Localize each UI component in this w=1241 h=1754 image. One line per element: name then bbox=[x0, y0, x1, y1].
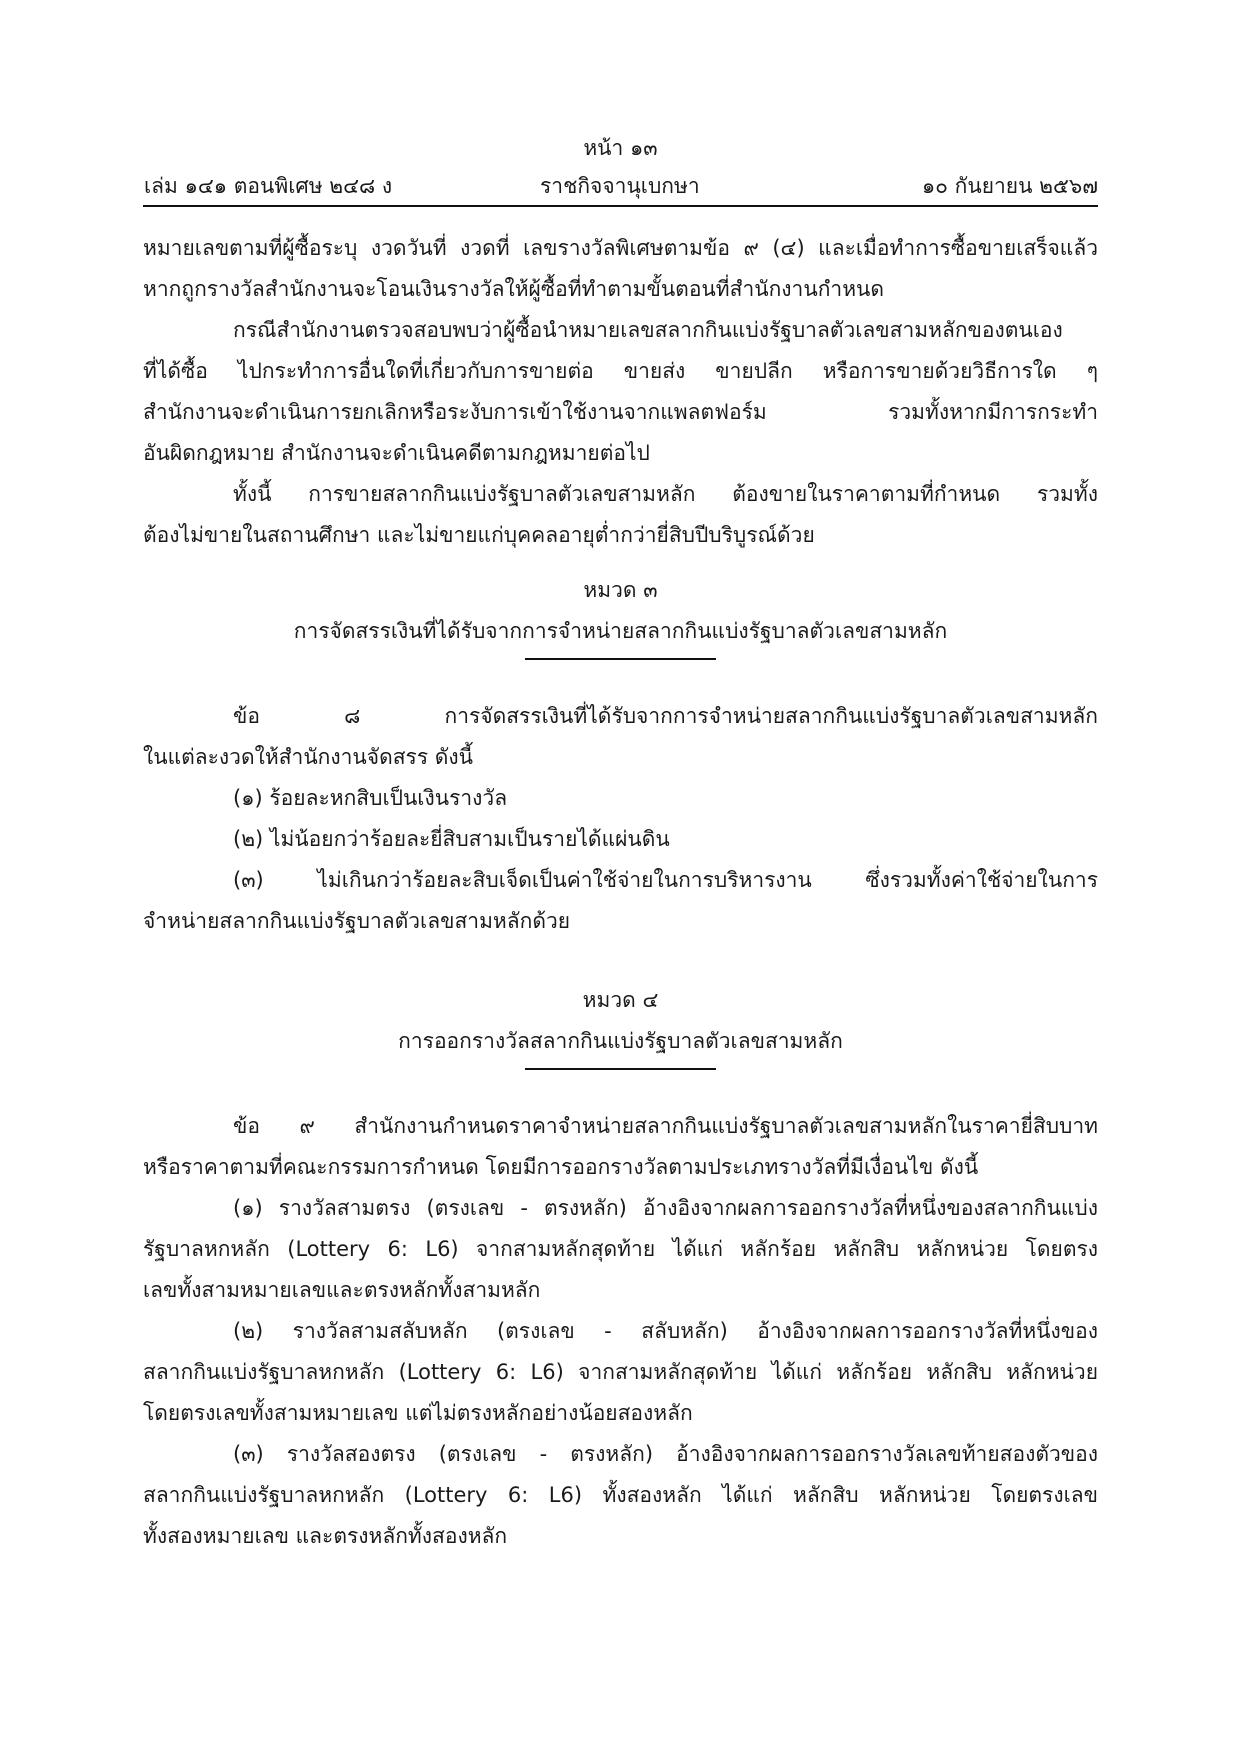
prize-item-continued: ทั้งสองหมายเลข และตรงหลักทั้งสองหลัก bbox=[143, 1524, 508, 1548]
header-rule bbox=[143, 205, 1098, 207]
gazette-title: ราชกิจจานุเบกษา bbox=[540, 174, 700, 198]
list-item: (๒) ไม่น้อยกว่าร้อยละยี่สิบสามเป็นรายได้แผ่นดิน bbox=[233, 827, 670, 851]
clause-line: ข้อ ๙ สำนักงานกำหนดราคาจำหน่ายสลากกินแบ่งรัฐบาลตัวเลขสามหลักในราคายี่สิบบาท bbox=[233, 1114, 1098, 1138]
text-line: ต้องไม่ขายในสถานศึกษา และไม่ขายแก่บุคคลอายุต่ำกว่ายี่สิบปีบริบูรณ์ด้วย bbox=[143, 523, 815, 547]
list-item: (๑) ร้อยละหกสิบเป็นเงินรางวัล bbox=[233, 786, 508, 810]
text-line: ทั้งนี้ การขายสลากกินแบ่งรัฐบาลตัวเลขสามหลัก ต้องขายในราคาตามที่กำหนด รวมทั้ง bbox=[233, 482, 1098, 506]
text-line: หมายเลขตามที่ผู้ซื้อระบุ งวดวันที่ งวดที่ เลขรางวัลพิเศษตามข้อ ๙ (๔) และเมื่อทำการซื้อขายเสร็จแล้ว bbox=[143, 236, 1098, 260]
prize-item-continued: รัฐบาลหกหลัก (Lottery 6: L6) จากสามหลักสุดท้าย ได้แก่ หลักร้อย หลักสิบ หลักหน่วย โดยตรง bbox=[143, 1237, 1098, 1261]
chapter-title: การออกรางวัลสลากกินแบ่งรัฐบาลตัวเลขสามหลัก bbox=[398, 1029, 843, 1053]
chapter-title: การจัดสรรเงินที่ได้รับจากการจำหน่ายสลากกินแบ่งรัฐบาลตัวเลขสามหลัก bbox=[293, 619, 948, 643]
clause-line: ข้อ ๘ การจัดสรรเงินที่ได้รับจากการจำหน่ายสลากกินแบ่งรัฐบาลตัวเลขสามหลัก bbox=[233, 704, 1098, 728]
list-item-continued: จำหน่ายสลากกินแบ่งรัฐบาลตัวเลขสามหลักด้วย bbox=[143, 909, 571, 933]
prize-item: (๓) รางวัลสองตรง (ตรงเลข - ตรงหลัก) อ้างอิงจากผลการออกรางวัลเลขท้ายสองตัวของ bbox=[233, 1442, 1098, 1466]
text-line: อันผิดกฎหมาย สำนักงานจะดำเนินคดีตามกฎหมายต่อไป bbox=[143, 441, 650, 465]
page-number: หน้า ๑๓ bbox=[583, 136, 658, 160]
text-line: ที่ได้ซื้อ ไปกระทำการอื่นใดที่เกี่ยวกับการขายต่อ ขายส่ง ขายปลีก หรือการขายด้วยวิธีการใด ๆ bbox=[143, 359, 1098, 383]
text-line: หากถูกรางวัลสำนักงานจะโอนเงินรางวัลให้ผู้ซื้อที่ทำตามขั้นตอนที่สำนักงานกำหนด bbox=[143, 277, 885, 301]
prize-item: (๑) รางวัลสามตรง (ตรงเลข - ตรงหลัก) อ้างอิงจากผลการออกรางวัลที่หนึ่งของสลากกินแบ่ง bbox=[233, 1196, 1098, 1220]
prize-item-continued: สลากกินแบ่งรัฐบาลหกหลัก (Lottery 6: L6) ทั้งสองหลัก ได้แก่ หลักสิบ หลักหน่วย โดยตรงเลข bbox=[143, 1483, 1098, 1507]
section-divider bbox=[525, 658, 716, 660]
prize-item-continued: โดยตรงเลขทั้งสามหมายเลข แต่ไม่ตรงหลักอย่างน้อยสองหลัก bbox=[143, 1401, 693, 1425]
publication-date: ๑๐ กันยายน ๒๕๖๗ bbox=[921, 174, 1098, 198]
chapter-heading: หมวด ๓ bbox=[583, 578, 658, 602]
volume-issue: เล่ม ๑๔๑ ตอนพิเศษ ๒๔๘ ง bbox=[144, 174, 393, 198]
document-body bbox=[143, 228, 1098, 1557]
clause-line: หรือราคาตามที่คณะกรรมการกำหนด โดยมีการออกรางวัลตามประเภทรางวัลที่มีเงื่อนไข ดังนี้ bbox=[143, 1155, 979, 1179]
list-item: (๓) ไม่เกินกว่าร้อยละสิบเจ็ดเป็นค่าใช้จ่ายในการบริหารงาน ซึ่งรวมทั้งค่าใช้จ่ายในการ bbox=[233, 868, 1098, 892]
chapter-heading: หมวด ๔ bbox=[582, 988, 659, 1012]
prize-item: (๒) รางวัลสามสลับหลัก (ตรงเลข - สลับหลัก) อ้างอิงจากผลการออกรางวัลที่หนึ่งของ bbox=[233, 1319, 1098, 1343]
text-line: กรณีสำนักงานตรวจสอบพบว่าผู้ซื้อนำหมายเลขสลากกินแบ่งรัฐบาลตัวเลขสามหลักของตนเอง bbox=[233, 318, 1063, 342]
section-divider bbox=[525, 1068, 716, 1070]
prize-item-continued: เลขทั้งสามหมายเลขและตรงหลักทั้งสามหลัก bbox=[143, 1278, 541, 1302]
text-line: สำนักงานจะดำเนินการยกเลิกหรือระงับการเข้าใช้งานจากแพลตฟอร์ม รวมทั้งหากมีการกระทำ bbox=[143, 400, 1098, 424]
prize-item-continued: สลากกินแบ่งรัฐบาลหกหลัก (Lottery 6: L6) จากสามหลักสุดท้าย ได้แก่ หลักร้อย หลักสิบ หลักหน่วย bbox=[143, 1360, 1098, 1384]
clause-line: ในแต่ละงวดให้สำนักงานจัดสรร ดังนี้ bbox=[143, 745, 474, 769]
